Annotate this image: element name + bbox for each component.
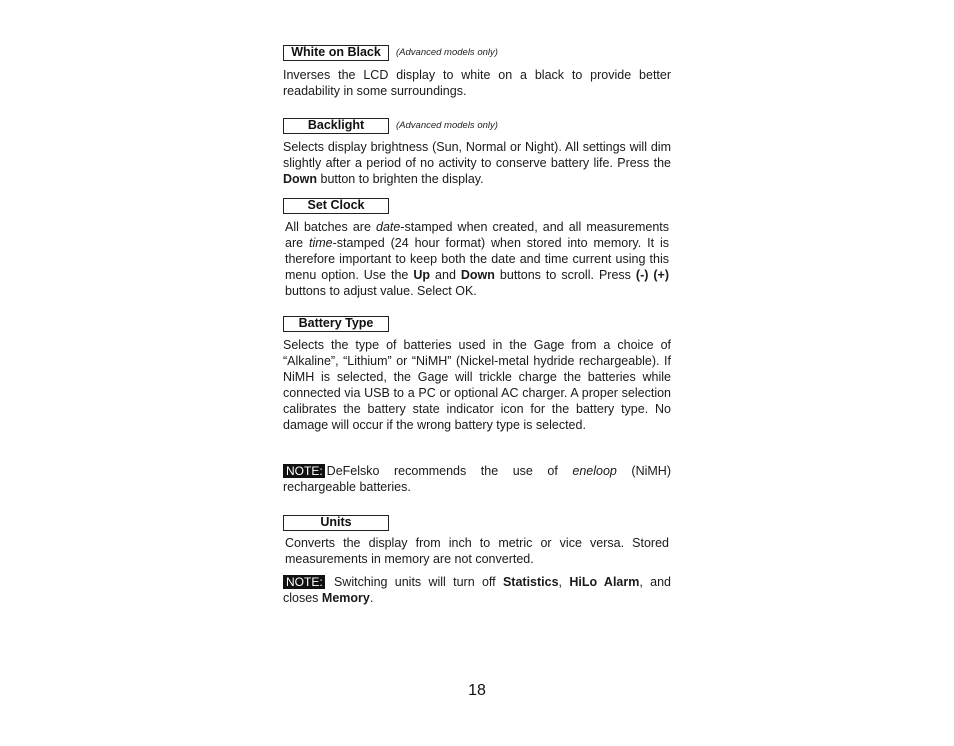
- battery-note: [283, 463, 671, 495]
- text-run: ,: [558, 575, 570, 589]
- text-run: Switching units will turn off: [326, 575, 503, 589]
- white-on-black-description: Inverses the LCD display to white on a black to provide better readability in some surroundings.: [283, 68, 671, 98]
- text-run: Selects display brightness (Sun, Normal or Night). All settings will dim slightly after a period of no activity to conserve battery life. Press the: [283, 140, 671, 170]
- text-run: button to brighten the display.: [317, 172, 484, 186]
- text-run: DeFelsko recommends the use of: [326, 464, 573, 478]
- section-heading-set-clock: Set Clock: [283, 198, 389, 214]
- text-run: -stamped (24 hour format) when stored into memory. It is therefore important to keep both the date and time current using this menu option. Use the: [285, 236, 669, 282]
- text-run: (NiMH) rechargeable batteries.: [283, 464, 671, 494]
- bold-down-keyword: Down: [283, 172, 318, 186]
- battery-type-description: Selects the type of batteries used in the Gage from a choice of “Alkaline”, “Lithium” or “NiMH” (Nickel-metal hydride rechargeable). If NiMH is selected, the Gage will trickle charge the batteries while connected via USB to a PC or optional AC charger. A proper selection calibrates the battery state indicator icon for the battery type. No damage will occur if the wrong battery type is selected.: [283, 338, 671, 432]
- note-tag: NOTE:: [283, 464, 325, 478]
- bold-statistics: Statistics: [502, 575, 559, 589]
- page-number: 18: [468, 682, 486, 699]
- italic-date: date: [376, 220, 401, 234]
- advanced-models-note: (Advanced models only): [396, 120, 498, 131]
- text-run: .: [369, 591, 374, 605]
- text-run: -stamped when created, and all measurements are: [285, 220, 669, 250]
- section-heading-battery-type: Battery Type: [283, 316, 389, 332]
- text-run: , and closes: [283, 575, 672, 605]
- bold-memory: Memory: [321, 591, 370, 605]
- bold-down-keyword: Down: [460, 268, 495, 282]
- italic-eneloop: eneloop: [572, 464, 617, 478]
- set-clock-description: [285, 219, 669, 299]
- section-heading-units: Units: [283, 515, 389, 531]
- text-run: buttons to adjust value. Select OK.: [285, 284, 477, 298]
- units-note: [283, 574, 671, 606]
- bold-keys: (-) (+): [635, 268, 670, 282]
- text-run: buttons to scroll. Press: [494, 268, 636, 282]
- italic-time: time: [308, 236, 333, 250]
- section-heading-backlight: Backlight: [283, 118, 389, 134]
- text-run: and: [430, 268, 461, 282]
- bold-hilo-alarm: HiLo Alarm: [569, 575, 640, 589]
- units-description: Converts the display from inch to metric or vice versa. Stored measurements in memory are not converted.: [285, 536, 669, 566]
- note-tag: NOTE:: [283, 575, 325, 589]
- advanced-models-note: (Advanced models only): [396, 47, 498, 58]
- bold-up-keyword: Up: [413, 268, 431, 282]
- section-heading-white-on-black: White on Black: [283, 45, 389, 61]
- text-run: All batches are: [285, 220, 377, 234]
- backlight-description: [283, 139, 671, 187]
